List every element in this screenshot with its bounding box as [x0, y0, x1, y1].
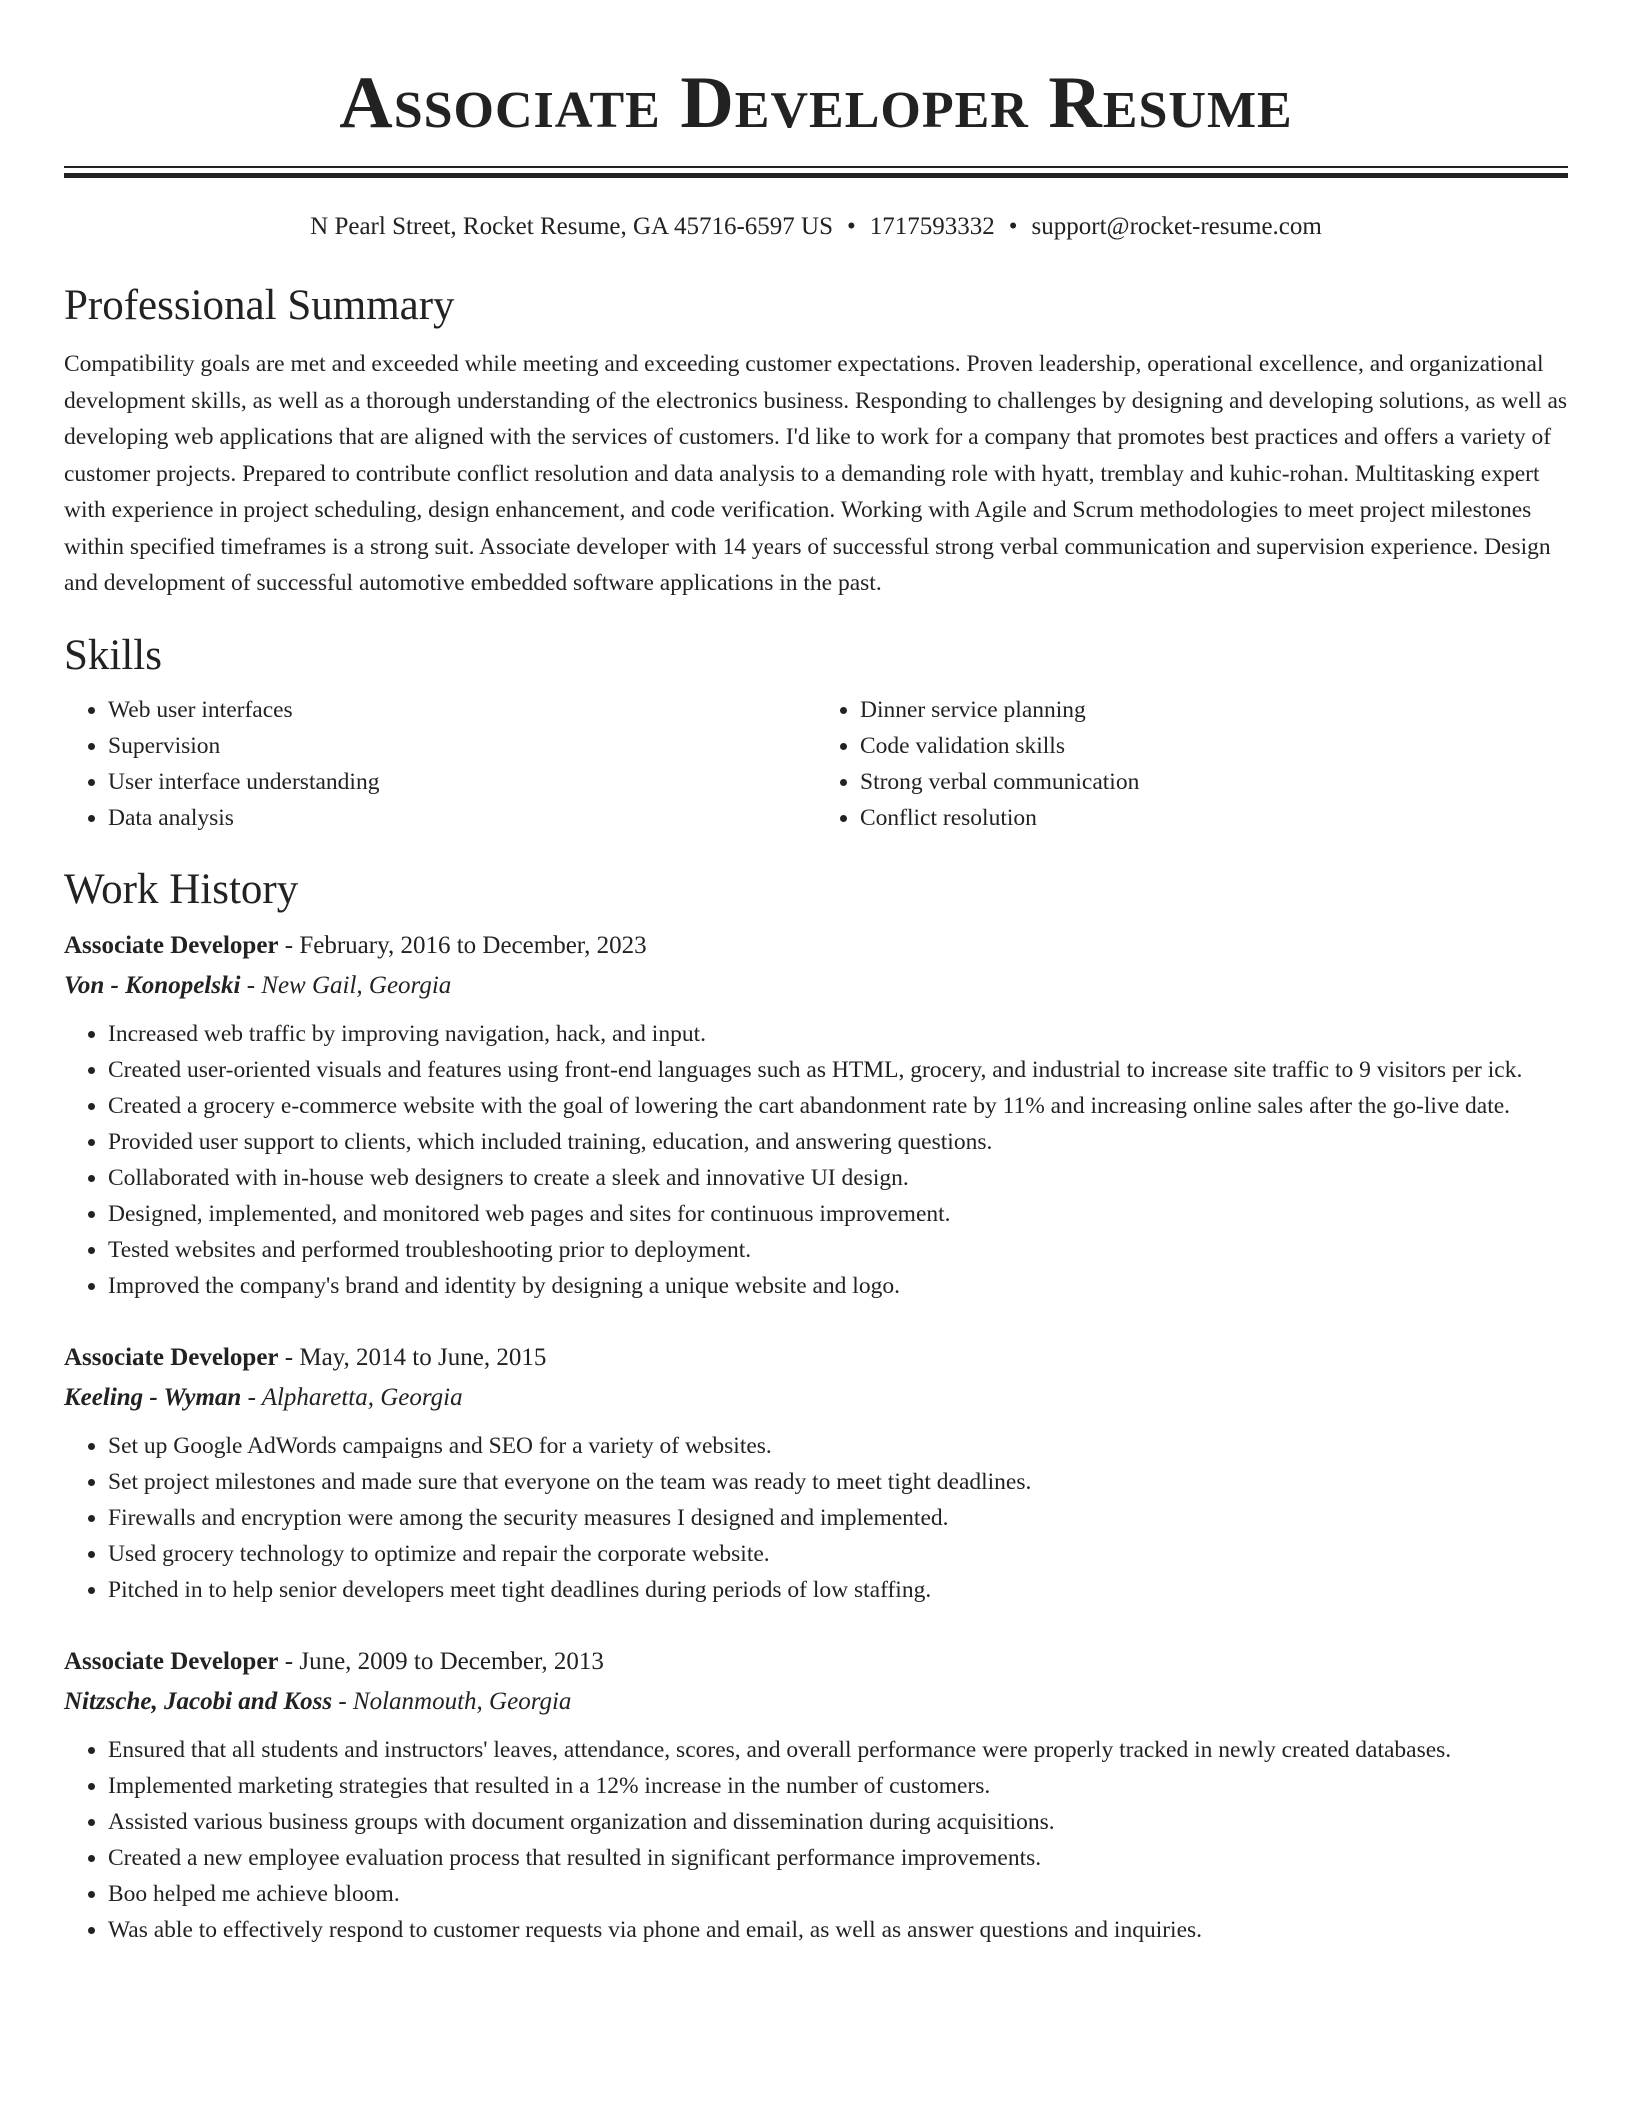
- job-bullets: [64, 1016, 1568, 1304]
- job-company: Von - Konopelski: [64, 971, 241, 999]
- job-company-line: [64, 966, 1568, 1006]
- resume-title: Associate Developer Resume: [339, 62, 1293, 144]
- job-bullet: • Created a new employee evaluation process that resulted in significant performance improvements.: [108, 1840, 1568, 1876]
- job-bullet: • Created a grocery e-commerce website with the goal of lowering the cart abandonment rate by 11% and increasing online sales after the go-live date.: [108, 1088, 1568, 1124]
- professional-summary-section: [64, 280, 1568, 602]
- skill-item: • Strong verbal communication: [860, 764, 1568, 800]
- job-bullet: • Boo helped me achieve bloom.: [108, 1876, 1568, 1912]
- job-location: - Alpharetta, Georgia: [241, 1383, 463, 1411]
- job-title-line: [64, 926, 1568, 966]
- job-title-line: [64, 1338, 1568, 1378]
- job-dates: - May, 2014 to June, 2015: [278, 1343, 547, 1371]
- job-bullet: • Tested websites and performed troubleshooting prior to deployment.: [108, 1232, 1568, 1268]
- section-heading-skills: Skills: [64, 631, 162, 679]
- job-location: - New Gail, Georgia: [240, 971, 452, 999]
- skill-item: • Web user interfaces: [108, 692, 816, 728]
- job-dates: - June, 2009 to December, 2013: [278, 1647, 604, 1675]
- job-bullet: • Increased web traffic by improving navigation, hack, and input.: [108, 1016, 1568, 1052]
- skill-item: • Supervision: [108, 728, 816, 764]
- job-role: Associate Developer: [64, 931, 279, 959]
- job-bullet: • Set project milestones and made sure that everyone on the team was ready to meet tight deadlines.: [108, 1464, 1568, 1500]
- title-divider-thick: [64, 173, 1568, 178]
- job-bullet: • Improved the company's brand and identity by designing a unique website and logo.: [108, 1268, 1568, 1304]
- skill-item: • Dinner service planning: [860, 692, 1568, 728]
- job-dates: - February, 2016 to December, 2023: [278, 931, 647, 959]
- job-bullet: • Designed, implemented, and monitored web pages and sites for continuous improvement.: [108, 1196, 1568, 1232]
- contact-phone: 1717593332: [869, 213, 995, 240]
- skill-item: • Code validation skills: [860, 728, 1568, 764]
- job-bullet: • Provided user support to clients, which included training, education, and answering questions.: [108, 1124, 1568, 1160]
- job-company-line: [64, 1682, 1568, 1722]
- contact-address: N Pearl Street, Rocket Resume, GA 45716-6597 US: [310, 213, 834, 240]
- job-bullet: • Used grocery technology to optimize and repair the corporate website.: [108, 1536, 1568, 1572]
- job-bullet: • Was able to effectively respond to customer requests via phone and email, as well as answer questions and inquiries.: [108, 1912, 1568, 1948]
- skills-list-left: [64, 692, 816, 836]
- job-location: - Nolanmouth, Georgia: [332, 1687, 572, 1715]
- summary-text: Compatibility goals are met and exceeded while meeting and exceeding customer expectations. Proven leadership, operational excellence, and organizational development skills, as well as a thorough understanding of the electronics business. Responding to challenges by designing and developing solutions, as well as developing web applications that are aligned with the services of customers. I'd like to work for a company that promotes best practices and offers a variety of customer projects. Prepared to contribute conflict resolution and data analysis to a demanding role with hyatt, tremblay and kuhic-rohan. Multitasking expert with experience in project scheduling, design enhancement, and code verification. Working with Agile and Scrum methodologies to meet project milestones within specified timeframes is a strong suit. Associate developer with 14 years of successful strong verbal communication and supervision experience. Design and development of successful automotive embedded software applications in the past.: [64, 351, 1568, 596]
- job-bullet: • Assisted various business groups with document organization and dissemination during acquisitions.: [108, 1804, 1568, 1840]
- job-bullet: • Ensured that all students and instructors' leaves, attendance, scores, and overall performance were properly tracked in newly created databases.: [108, 1732, 1568, 1768]
- contact-separator: •: [847, 213, 856, 240]
- skill-item: • Conflict resolution: [860, 800, 1568, 836]
- job-title-line: [64, 1642, 1568, 1682]
- job-bullet: • Firewalls and encryption were among the security measures I designed and implemented.: [108, 1500, 1568, 1536]
- skills-list-right: [816, 692, 1568, 836]
- job-bullet: • Implemented marketing strategies that resulted in a 12% increase in the number of customers.: [108, 1768, 1568, 1804]
- job-role: Associate Developer: [64, 1647, 279, 1675]
- skill-item: • Data analysis: [108, 800, 816, 836]
- job-bullet: • Set up Google AdWords campaigns and SEO for a variety of websites.: [108, 1428, 1568, 1464]
- job-bullet: • Pitched in to help senior developers meet tight deadlines during periods of low staffing.: [108, 1572, 1568, 1608]
- job-entry: [64, 926, 1568, 1304]
- job-role: Associate Developer: [64, 1343, 279, 1371]
- job-entry: [64, 1338, 1568, 1608]
- title-divider-thin: [64, 166, 1568, 168]
- job-company-line: [64, 1378, 1568, 1418]
- job-company: Nitzsche, Jacobi and Koss: [64, 1687, 333, 1715]
- job-bullet: • Collaborated with in-house web designers to create a sleek and innovative UI design.: [108, 1160, 1568, 1196]
- job-company: Keeling - Wyman: [64, 1383, 242, 1411]
- skill-item: • User interface understanding: [108, 764, 816, 800]
- skills-section: [64, 630, 1568, 836]
- section-heading-work-history: Work History: [64, 865, 299, 913]
- work-history-section: [64, 864, 1568, 1948]
- job-entry: [64, 1642, 1568, 1948]
- job-bullets: [64, 1732, 1568, 1948]
- job-bullets: [64, 1428, 1568, 1608]
- contact-separator: •: [1008, 213, 1018, 240]
- contact-line: [64, 212, 1568, 242]
- job-bullet: • Created user-oriented visuals and features using front-end languages such as HTML, grocery, and industrial to increase site traffic to 9 visitors per ick.: [108, 1052, 1568, 1088]
- contact-email: support@rocket-resume.com: [1031, 213, 1322, 240]
- section-heading-summary: Professional Summary: [64, 282, 455, 329]
- skills-columns: [64, 692, 1568, 836]
